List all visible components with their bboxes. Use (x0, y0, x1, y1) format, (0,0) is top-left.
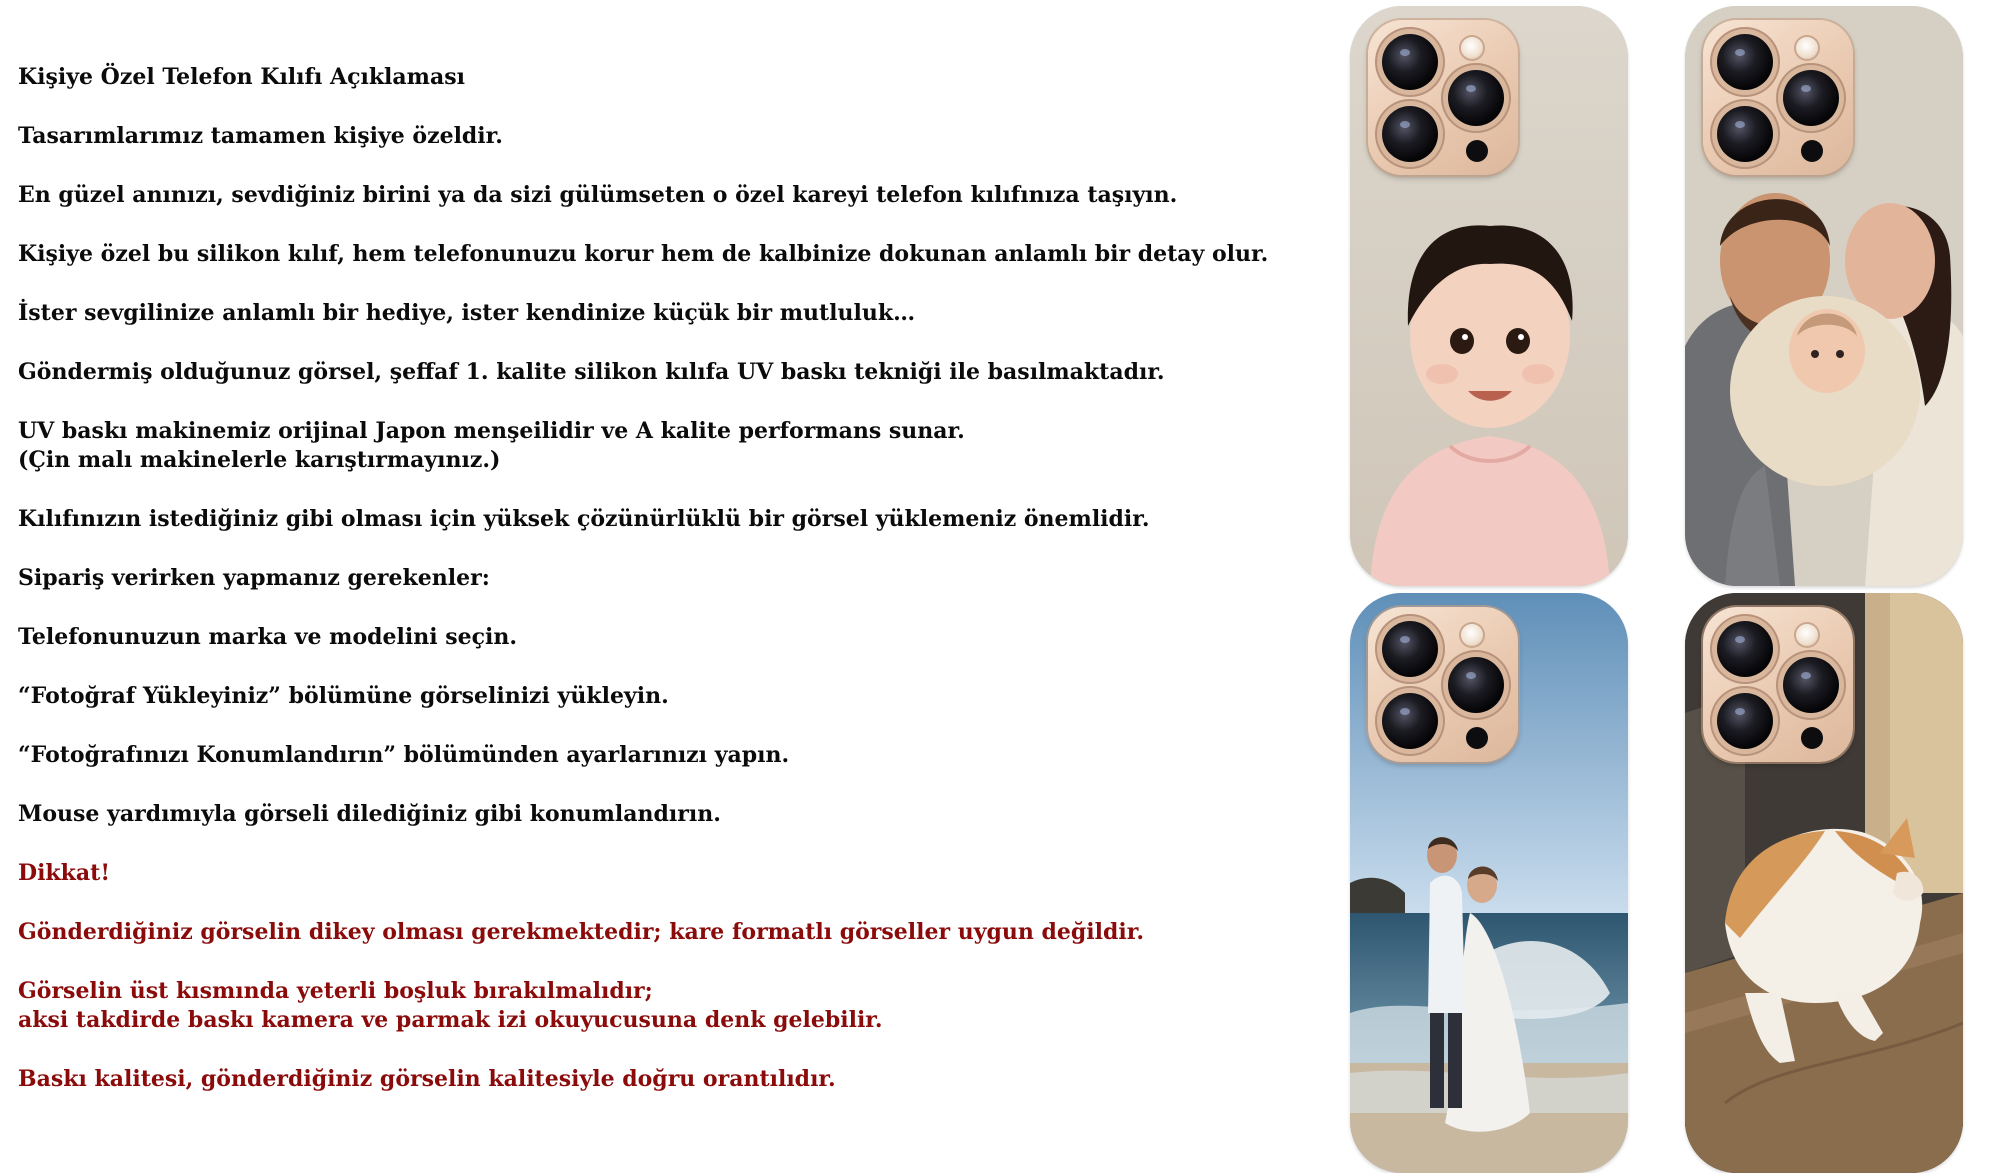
camera-lens-icon (1717, 621, 1773, 677)
description-paragraph: Kılıfınızın istediğiniz gibi olması için yüksek çözünürlüklü bir görsel yüklemeniz önemlidir. (18, 506, 1150, 532)
step-item: Telefonunuzun marka ve modelini seçin. (18, 624, 518, 650)
sensor-icon (1801, 140, 1823, 162)
warning-item: Baskı kalitesi, gönderdiğiniz görselin kalitesiyle doğru orantılıdır. (18, 1066, 836, 1092)
description-panel (18, 63, 1318, 1094)
phone-case-gallery (1294, 0, 2000, 1173)
camera-module (1368, 20, 1518, 175)
description-intro: Tasarımlarımız tamamen kişiye özeldir. (18, 123, 503, 149)
description-title: Kişiye Özel Telefon Kılıfı Açıklaması (18, 64, 465, 90)
steps-heading: Sipariş verirken yapmanız gerekenler: (18, 565, 490, 591)
description-paragraph: Göndermiş olduğunuz görsel, şeffaf 1. kalite silikon kılıfa UV baskı tekniği ile basılmaktadır. (18, 359, 1165, 385)
sensor-icon (1466, 140, 1488, 162)
step-item: Mouse yardımıyla görseli dilediğiniz gibi konumlandırın. (18, 801, 721, 827)
description-paragraph: İster sevgilinize anlamlı bir hediye, ister kendinize küçük bir mutluluk… (18, 300, 916, 326)
camera-lens-icon (1448, 70, 1504, 126)
description-paragraph: UV baskı makinemiz orijinal Japon menşeilidir ve A kalite performans sunar. (18, 418, 965, 444)
description-paragraph: En güzel anınızı, sevdiğiniz birini ya da sizi gülümseten o özel kareyi telefon kılıfınıza taşıyın. (18, 182, 1178, 208)
flash-icon (1796, 37, 1818, 59)
warning-item: Görselin üst kısmında yeterli boşluk bırakılmalıdır; (18, 978, 653, 1004)
camera-module (1703, 20, 1853, 175)
camera-lens-icon (1717, 693, 1773, 749)
flash-icon (1461, 37, 1483, 59)
camera-module (1703, 607, 1853, 762)
flash-icon (1461, 624, 1483, 646)
camera-module (1368, 607, 1518, 762)
sensor-icon (1801, 727, 1823, 749)
description-paragraph: Kişiye özel bu silikon kılıf, hem telefonunuzu korur hem de kalbinize dokunan anlamlı bir detay olur. (18, 241, 1269, 267)
camera-lens-icon (1717, 106, 1773, 162)
camera-lens-icon (1382, 693, 1438, 749)
phone-case-couple (1350, 593, 1628, 1173)
camera-lens-icon (1382, 106, 1438, 162)
step-item: “Fotoğraf Yükleyiniz” bölümüne görselinizi yükleyin. (18, 683, 669, 709)
phone-case-cat (1685, 593, 1963, 1173)
flash-icon (1796, 624, 1818, 646)
phone-case-family (1685, 6, 1963, 586)
camera-lens-icon (1382, 621, 1438, 677)
warning-item: aksi takdirde baskı kamera ve parmak izi okuyucusuna denk gelebilir. (18, 1007, 883, 1033)
camera-lens-icon (1783, 70, 1839, 126)
warning-item: Gönderdiğiniz görselin dikey olması gerekmektedir; kare formatlı görseller uygun değildir. (18, 919, 1144, 945)
phone-case-baby (1350, 6, 1628, 586)
camera-lens-icon (1448, 657, 1504, 713)
camera-lens-icon (1717, 34, 1773, 90)
camera-lens-icon (1382, 34, 1438, 90)
description-note: (Çin malı makinelerle karıştırmayınız.) (18, 447, 501, 473)
camera-lens-icon (1783, 657, 1839, 713)
step-item: “Fotoğrafınızı Konumlandırın” bölümünden ayarlarınızı yapın. (18, 742, 790, 768)
warning-heading: Dikkat! (18, 860, 110, 886)
sensor-icon (1466, 727, 1488, 749)
